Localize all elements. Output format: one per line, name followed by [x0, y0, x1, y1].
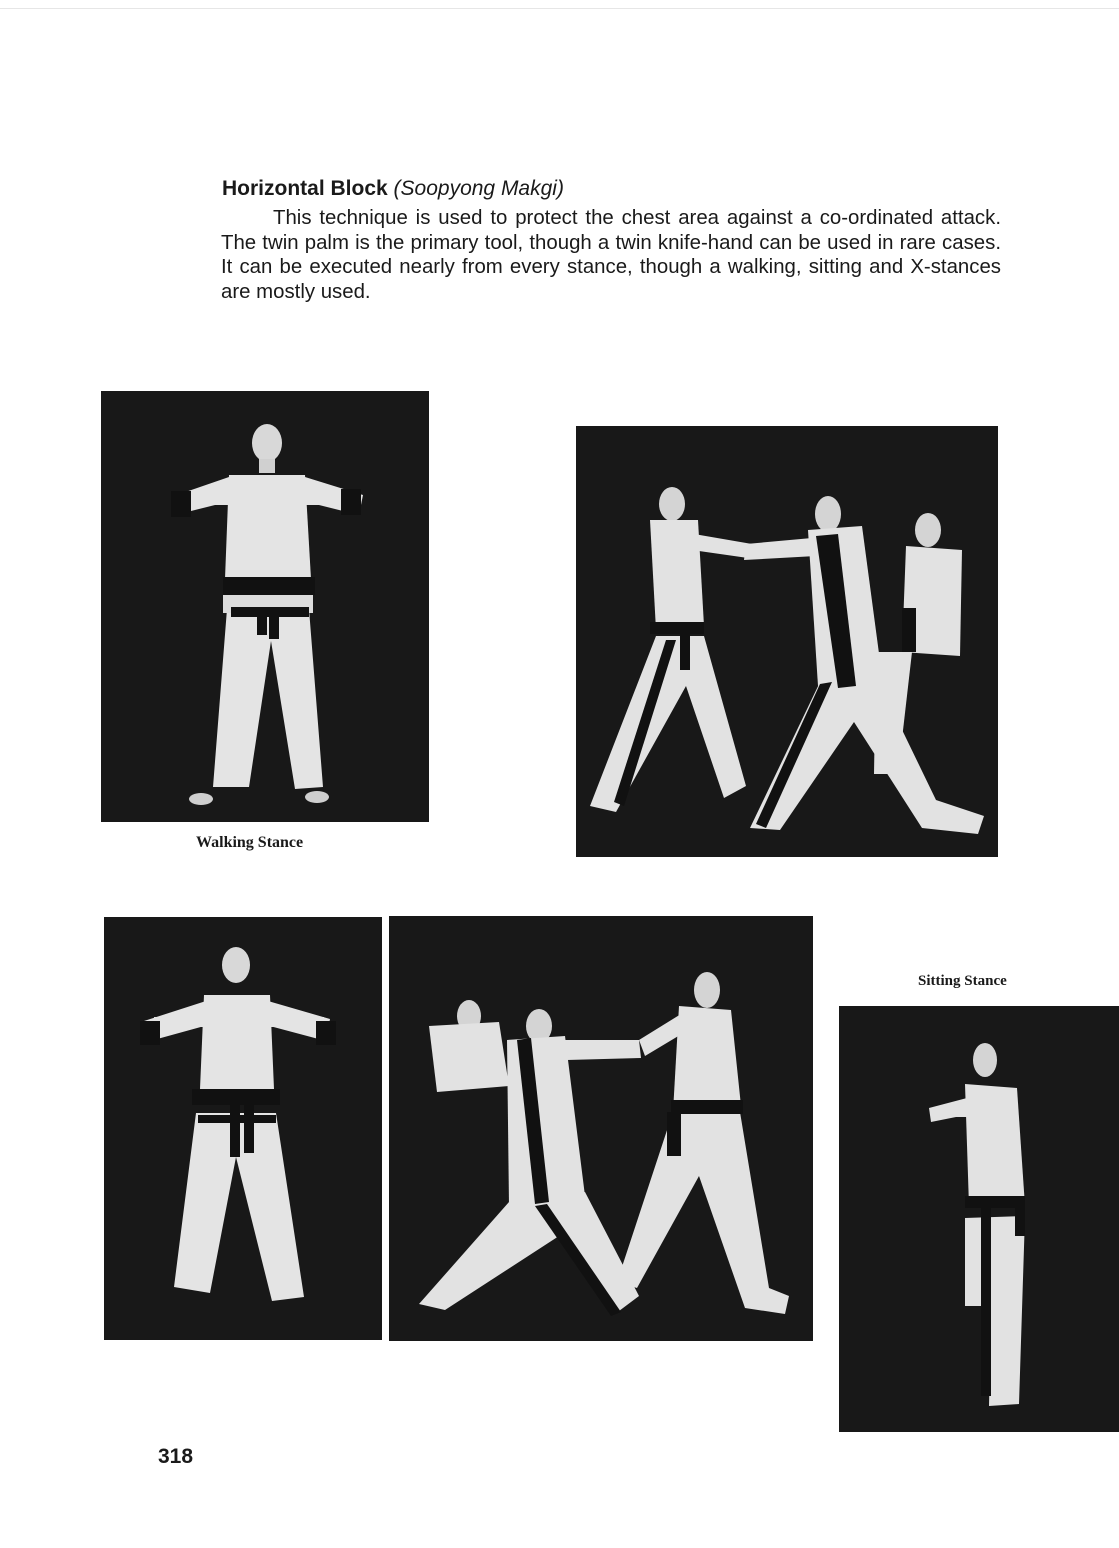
photo-walking-stance-front	[101, 391, 429, 822]
photo-sitting-stance-application	[389, 916, 813, 1341]
caption-sitting-stance: Sitting Stance	[918, 973, 1007, 989]
photo-sitting-stance-front	[104, 917, 382, 1340]
caption-walking-stance: Walking Stance	[196, 834, 304, 851]
photo-sitting-stance-side	[839, 1006, 1119, 1432]
photo-walking-stance-application	[576, 426, 998, 857]
page-number: 318	[158, 1445, 194, 1468]
section-heading	[222, 176, 564, 202]
body-paragraph: This technique is used to protect the chest area against a co-ordinated attack. The twin palm is the primary tool, though a twin knife-hand can be used in rare cases. It can be executed nearly from every stance, though a walking, sitting and X-stances are mostly used.	[221, 207, 1001, 303]
heading-subtitle: (Soopyong Makgi)	[393, 177, 564, 200]
page-top-edge	[0, 8, 1119, 9]
heading-title: Horizontal Block	[222, 177, 388, 200]
